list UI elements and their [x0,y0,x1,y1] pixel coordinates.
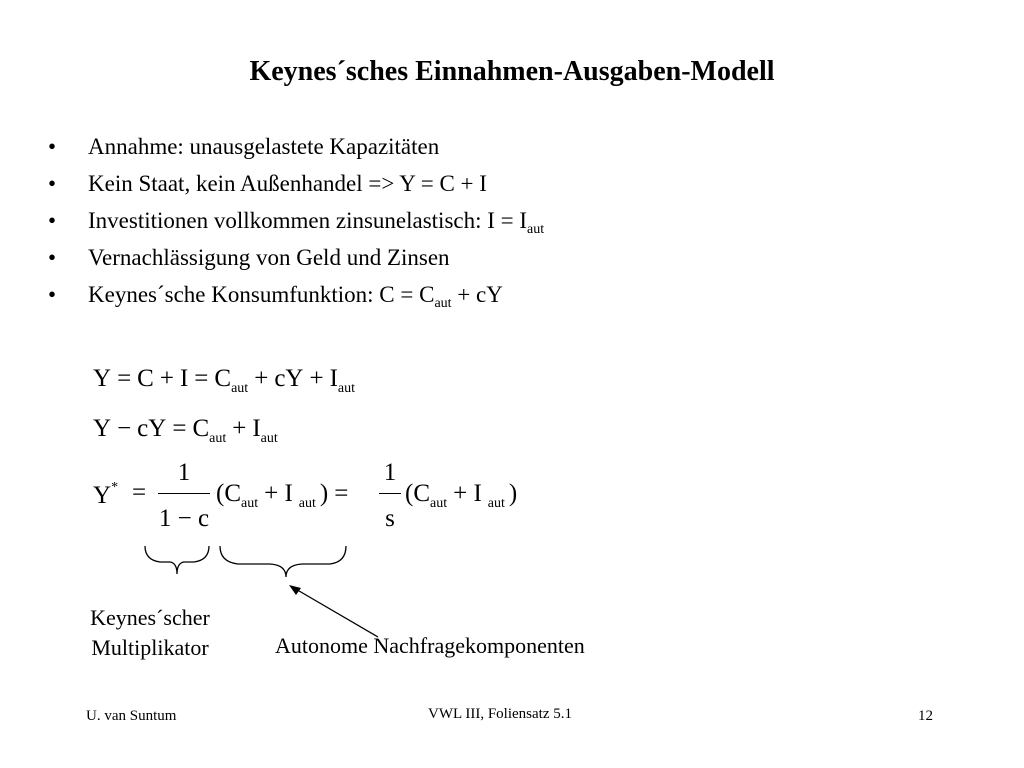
bullet-icon: • [48,134,57,159]
bullet-item: • Keynes´sche Konsumfunktion: $C = C_{aut}$ + cY [48,276,544,313]
bullet-icon: • [48,282,57,307]
autonomous-brace-icon [220,546,346,577]
slide-title: Keynes´sches Einnahmen-Ausgaben-Modell [249,56,775,87]
fraction-numerator: 1 [383,459,397,486]
multiplier-label: Keynes´scher Multiplikator [90,605,210,660]
footer-course: VWL III, Foliensatz 5.1 [428,706,572,722]
bullet-item: • Vernachlässigung von Geld und Zinsen [48,239,544,276]
fraction-denominator: 1 − c [158,505,210,532]
page-number: 12 [918,708,933,724]
bullet-item: • Annahme: unausgelastete Kapazitäten [48,128,544,165]
pointer-arrow-icon [294,588,378,637]
multiplier-brace-icon [145,546,209,574]
bullet-icon: • [48,208,57,233]
autonomous-demand-label: Autonome Nachfragekomponenten [275,633,585,658]
bullet-item: • Investitionen vollkommen zinsunelastisch: $I = I_{aut}$ [48,202,544,239]
equation-rearranged: Y − cY = $C_{aut} + I_{aut}$ [93,415,278,446]
footer-author: U. van Suntum [86,708,177,724]
arrowhead-icon [289,585,301,595]
bullet-icon: • [48,245,57,270]
bullet-item: • Kein Staat, kein Außenhandel => Y = C + I [48,165,544,202]
fraction-denominator: s [385,505,395,532]
equation-income-identity: $Y = C + I = C_{aut}$ + cY + $I_{aut}$ [93,365,356,396]
bullet-icon: • [48,171,57,196]
fraction-numerator: 1 [177,459,191,486]
